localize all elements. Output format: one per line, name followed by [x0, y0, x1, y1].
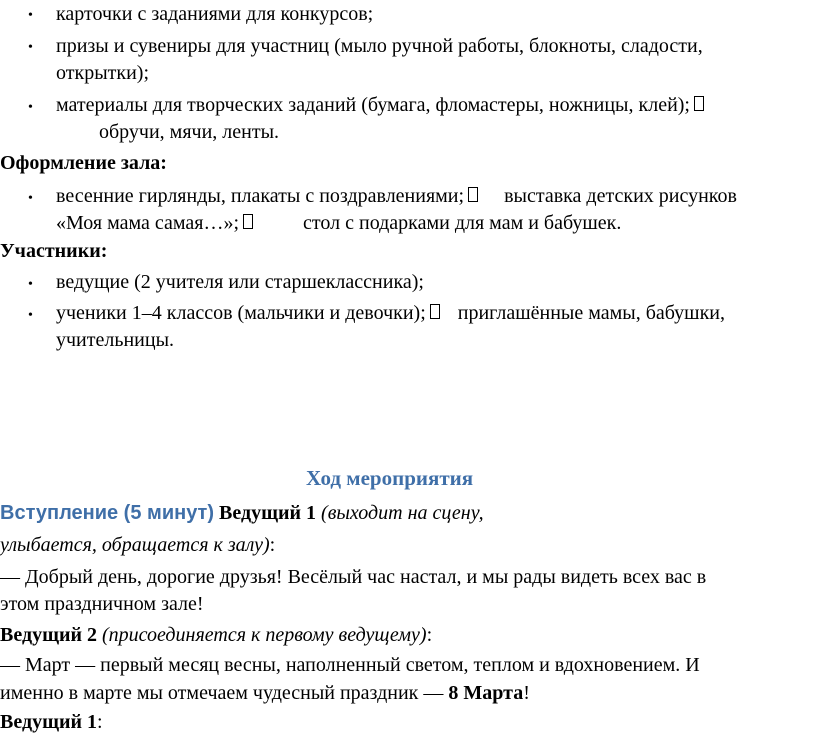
- list-item: ведущие (2 учителя или старшеклассника);: [56, 271, 424, 293]
- bullet: •: [28, 40, 33, 55]
- list-item-continuation: обручи, мячи, ленты.: [99, 121, 280, 143]
- speech-line: — Добрый день, дорогие друзья! Весёлый час настал, и мы рады видеть всех вас в: [0, 566, 707, 588]
- list-item-text: весенние гирлянды, плакаты с поздравлениями;: [56, 185, 465, 207]
- speech-line: этом праздничном зале!: [0, 593, 204, 615]
- list-item: [56, 185, 737, 208]
- list-item-text: материалы для творческих заданий (бумага, фломастеры, ножницы, клей);: [56, 94, 690, 116]
- missing-glyph-box: [430, 304, 440, 319]
- host-line: [0, 624, 432, 647]
- section-heading: Оформление зала:: [0, 152, 167, 174]
- bullet: •: [28, 277, 33, 292]
- speech-text: именно в марте мы отмечаем чудесный праздник —: [0, 682, 444, 704]
- stage-direction-line: [0, 534, 275, 557]
- host-name: Ведущий 1: [219, 502, 317, 524]
- list-item-continuation: открытки);: [56, 62, 150, 84]
- host-name: Ведущий 1: [0, 711, 98, 733]
- list-item: [56, 94, 708, 117]
- missing-glyph-box: [694, 96, 704, 111]
- bullet: •: [28, 8, 33, 23]
- list-item-continuation: учительницы.: [56, 329, 175, 351]
- speech-text: !: [523, 682, 530, 704]
- stage-direction: улыбается, обращается к залу): [0, 534, 270, 556]
- colon: :: [269, 534, 276, 556]
- holiday-name: 8 Марта: [448, 682, 524, 704]
- host-name: Ведущий 2: [0, 624, 98, 646]
- list-item-text: «Моя мама самая…»;: [56, 212, 240, 234]
- section-heading: Участники:: [0, 240, 108, 262]
- event-title: Ход мероприятия: [306, 466, 474, 490]
- list-item: карточки с заданиями для конкурсов;: [56, 3, 374, 25]
- bullet: •: [28, 191, 33, 206]
- list-item-text: ученики 1–4 классов (мальчики и девочки);: [56, 302, 426, 324]
- list-item: призы и сувениры для участниц (мыло ручной работы, блокноты, сладости,: [56, 35, 703, 57]
- list-item-text: приглашённые мамы, бабушки,: [457, 302, 725, 324]
- intro-line: [0, 502, 484, 525]
- colon: :: [426, 624, 433, 646]
- list-item-continuation: [56, 212, 621, 235]
- intro-heading: Вступление (5 минут): [0, 502, 215, 524]
- list-item-text: стол с подарками для мам и бабушек.: [303, 212, 622, 234]
- colon: :: [97, 711, 103, 733]
- stage-direction: (выходит на сцену,: [321, 502, 484, 524]
- missing-glyph-box: [243, 214, 253, 229]
- host-line: [0, 711, 103, 734]
- speech-line: — Март — первый месяц весны, наполненный светом, теплом и вдохновением. И: [0, 654, 700, 676]
- bullet: •: [28, 100, 33, 115]
- bullet: •: [28, 308, 33, 323]
- stage-direction: (присоединяется к первому ведущему): [102, 624, 427, 646]
- list-item: [56, 302, 725, 325]
- list-item-text: выставка детских рисунков: [504, 185, 737, 207]
- speech-line: [0, 682, 530, 705]
- missing-glyph-box: [468, 187, 478, 202]
